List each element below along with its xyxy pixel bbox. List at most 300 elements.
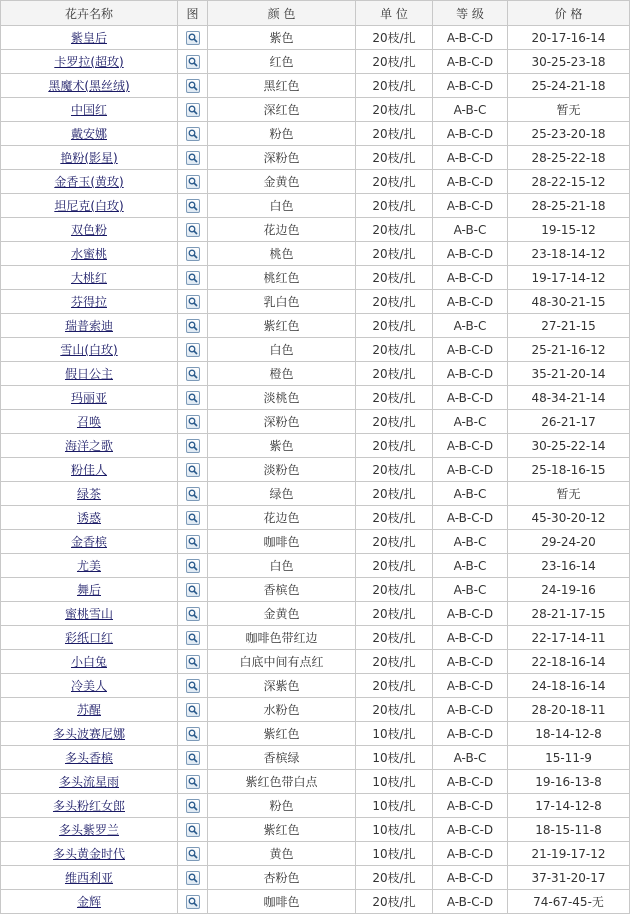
price-cell: 19-17-14-12 <box>508 266 630 290</box>
magnifier-icon[interactable] <box>186 751 200 765</box>
magnifier-icon[interactable] <box>186 151 200 165</box>
color-cell: 水粉色 <box>208 698 356 722</box>
color-cell: 紫色 <box>208 26 356 50</box>
grade-cell: A-B-C-D <box>433 26 508 50</box>
unit-cell: 20枝/扎 <box>356 890 433 914</box>
image-cell <box>178 506 208 530</box>
color-cell: 香槟绿 <box>208 746 356 770</box>
flower-name-link[interactable]: 艳粉(影星) <box>60 151 118 165</box>
table-row <box>1 122 630 146</box>
magnifier-icon[interactable] <box>186 247 200 261</box>
image-cell <box>178 770 208 794</box>
grade-cell: A-B-C-D <box>433 770 508 794</box>
color-cell: 深红色 <box>208 98 356 122</box>
magnifier-icon[interactable] <box>186 55 200 69</box>
grade-cell: A-B-C-D <box>433 674 508 698</box>
magnifier-icon[interactable] <box>186 727 200 741</box>
image-cell <box>178 602 208 626</box>
price-cell: 22-17-14-11 <box>508 626 630 650</box>
flower-name-cell <box>1 98 178 122</box>
color-cell: 绿色 <box>208 482 356 506</box>
header-unit: 单 位 <box>356 1 433 26</box>
flower-name-link[interactable]: 黑魔术(黑丝绒) <box>48 79 130 93</box>
magnifier-icon[interactable] <box>186 583 200 597</box>
table-row <box>1 458 630 482</box>
grade-cell: A-B-C-D <box>433 818 508 842</box>
image-cell <box>178 122 208 146</box>
unit-cell: 20枝/扎 <box>356 434 433 458</box>
unit-cell: 20枝/扎 <box>356 290 433 314</box>
image-cell <box>178 218 208 242</box>
price-cell: 22-18-16-14 <box>508 650 630 674</box>
price-cell: 29-24-20 <box>508 530 630 554</box>
magnifier-icon[interactable] <box>186 463 200 477</box>
magnifier-icon[interactable] <box>186 535 200 549</box>
table-row <box>1 650 630 674</box>
unit-cell: 20枝/扎 <box>356 194 433 218</box>
price-cell: 23-16-14 <box>508 554 630 578</box>
price-cell: 30-25-23-18 <box>508 50 630 74</box>
flower-name-cell <box>1 602 178 626</box>
unit-cell: 20枝/扎 <box>356 482 433 506</box>
table-row <box>1 338 630 362</box>
flower-name-cell <box>1 626 178 650</box>
color-cell: 红色 <box>208 50 356 74</box>
magnifier-icon[interactable] <box>186 655 200 669</box>
color-cell: 花边色 <box>208 218 356 242</box>
grade-cell: A-B-C-D <box>433 650 508 674</box>
flower-name-link[interactable]: 维西利亚 <box>64 871 113 885</box>
flower-name-cell <box>1 434 178 458</box>
grade-cell: A-B-C-D <box>433 722 508 746</box>
color-cell: 金黄色 <box>208 170 356 194</box>
magnifier-icon[interactable] <box>186 319 200 333</box>
flower-name-cell <box>1 266 178 290</box>
color-cell: 咖啡色 <box>208 890 356 914</box>
flower-name-link[interactable]: 海洋之歌 <box>64 439 113 453</box>
unit-cell: 20枝/扎 <box>356 698 433 722</box>
magnifier-icon[interactable] <box>186 79 200 93</box>
flower-name-link[interactable]: 坦尼克(白玫) <box>54 199 124 213</box>
flower-name-cell <box>1 866 178 890</box>
table-row <box>1 146 630 170</box>
grade-cell: A-B-C-D <box>433 194 508 218</box>
price-cell: 暂无 <box>508 98 630 122</box>
price-cell: 18-15-11-8 <box>508 818 630 842</box>
flower-name-link[interactable]: 双色粉 <box>70 223 107 237</box>
table-row <box>1 506 630 530</box>
price-cell: 28-25-21-18 <box>508 194 630 218</box>
table-row <box>1 698 630 722</box>
flower-name-cell <box>1 290 178 314</box>
color-cell: 淡粉色 <box>208 458 356 482</box>
flower-name-link[interactable]: 多头黄金时代 <box>52 847 125 861</box>
magnifier-icon[interactable] <box>186 271 200 285</box>
image-cell <box>178 890 208 914</box>
color-cell: 淡桃色 <box>208 386 356 410</box>
table-row <box>1 482 630 506</box>
unit-cell: 20枝/扎 <box>356 26 433 50</box>
color-cell: 白色 <box>208 194 356 218</box>
flower-name-cell <box>1 458 178 482</box>
image-cell <box>178 170 208 194</box>
image-cell <box>178 242 208 266</box>
table-row <box>1 434 630 458</box>
grade-cell: A-B-C-D <box>433 170 508 194</box>
flower-name-cell <box>1 242 178 266</box>
table-row <box>1 266 630 290</box>
unit-cell: 10枝/扎 <box>356 842 433 866</box>
flower-name-cell <box>1 818 178 842</box>
image-cell <box>178 26 208 50</box>
grade-cell: A-B-C-D <box>433 890 508 914</box>
flower-name-cell <box>1 650 178 674</box>
grade-cell: A-B-C-D <box>433 290 508 314</box>
color-cell: 花边色 <box>208 506 356 530</box>
table-row <box>1 74 630 98</box>
price-cell: 24-18-16-14 <box>508 674 630 698</box>
magnifier-icon[interactable] <box>186 511 200 525</box>
table-row <box>1 722 630 746</box>
unit-cell: 20枝/扎 <box>356 74 433 98</box>
flower-name-cell <box>1 50 178 74</box>
flower-name-link[interactable]: 假日公主 <box>64 367 113 381</box>
magnifier-icon[interactable] <box>186 199 200 213</box>
flower-name-cell <box>1 386 178 410</box>
price-cell: 74-67-45-无 <box>508 890 630 914</box>
grade-cell: A-B-C-D <box>433 434 508 458</box>
unit-cell: 20枝/扎 <box>356 410 433 434</box>
header-flower-name: 花卉名称 <box>1 1 178 26</box>
flower-name-link[interactable]: 彩纸口红 <box>64 631 113 645</box>
unit-cell: 20枝/扎 <box>356 674 433 698</box>
grade-cell: A-B-C-D <box>433 50 508 74</box>
image-cell <box>178 626 208 650</box>
price-cell: 27-21-15 <box>508 314 630 338</box>
flower-name-link[interactable]: 金香槟 <box>70 535 107 549</box>
price-cell: 28-25-22-18 <box>508 146 630 170</box>
grade-cell: A-B-C-D <box>433 602 508 626</box>
magnifier-icon[interactable] <box>186 487 200 501</box>
magnifier-icon[interactable] <box>186 391 200 405</box>
table-row <box>1 242 630 266</box>
magnifier-icon[interactable] <box>186 367 200 381</box>
color-cell: 深紫色 <box>208 674 356 698</box>
flower-name-cell <box>1 410 178 434</box>
grade-cell: A-B-C-D <box>433 626 508 650</box>
flower-name-link[interactable]: 雪山(白玫) <box>60 343 118 357</box>
grade-cell: A-B-C <box>433 314 508 338</box>
magnifier-icon[interactable] <box>186 799 200 813</box>
flower-name-cell <box>1 746 178 770</box>
color-cell: 金黄色 <box>208 602 356 626</box>
price-cell: 20-17-16-14 <box>508 26 630 50</box>
table-row <box>1 362 630 386</box>
price-cell: 25-24-21-18 <box>508 74 630 98</box>
price-cell: 21-19-17-12 <box>508 842 630 866</box>
grade-cell: A-B-C <box>433 218 508 242</box>
flower-name-cell <box>1 338 178 362</box>
grade-cell: A-B-C-D <box>433 338 508 362</box>
unit-cell: 10枝/扎 <box>356 722 433 746</box>
image-cell <box>178 674 208 698</box>
unit-cell: 20枝/扎 <box>356 338 433 362</box>
magnifier-icon[interactable] <box>186 127 200 141</box>
price-cell: 48-30-21-15 <box>508 290 630 314</box>
magnifier-icon[interactable] <box>186 439 200 453</box>
price-cell: 28-20-18-11 <box>508 698 630 722</box>
grade-cell: A-B-C <box>433 578 508 602</box>
flower-name-link[interactable]: 多头香槟 <box>64 751 113 765</box>
table-body <box>1 26 630 914</box>
magnifier-icon[interactable] <box>186 559 200 573</box>
flower-name-cell <box>1 26 178 50</box>
flower-name-link[interactable]: 多头波赛尼娜 <box>52 727 125 741</box>
grade-cell: A-B-C-D <box>433 866 508 890</box>
table-row <box>1 842 630 866</box>
unit-cell: 20枝/扎 <box>356 170 433 194</box>
flower-name-cell <box>1 770 178 794</box>
unit-cell: 20枝/扎 <box>356 554 433 578</box>
magnifier-icon[interactable] <box>186 607 200 621</box>
flower-name-link[interactable]: 卡罗拉(超玫) <box>54 55 124 69</box>
unit-cell: 20枝/扎 <box>356 362 433 386</box>
magnifier-icon[interactable] <box>186 775 200 789</box>
flower-name-cell <box>1 218 178 242</box>
color-cell: 乳白色 <box>208 290 356 314</box>
color-cell: 紫红色带白点 <box>208 770 356 794</box>
unit-cell: 20枝/扎 <box>356 98 433 122</box>
flower-name-link[interactable]: 粉佳人 <box>70 463 107 477</box>
flower-name-link[interactable]: 瑞普索迪 <box>64 319 113 333</box>
magnifier-icon[interactable] <box>186 847 200 861</box>
flower-name-link[interactable]: 小白兔 <box>70 655 107 669</box>
flower-name-link[interactable]: 紫皇后 <box>70 31 107 45</box>
color-cell: 白底中间有点红 <box>208 650 356 674</box>
grade-cell: A-B-C-D <box>433 794 508 818</box>
grade-cell: A-B-C-D <box>433 242 508 266</box>
magnifier-icon[interactable] <box>186 631 200 645</box>
flower-name-cell <box>1 842 178 866</box>
image-cell <box>178 842 208 866</box>
image-cell <box>178 698 208 722</box>
price-cell: 17-14-12-8 <box>508 794 630 818</box>
unit-cell: 20枝/扎 <box>356 578 433 602</box>
flower-name-link[interactable]: 诱惑 <box>76 511 101 525</box>
grade-cell: A-B-C-D <box>433 146 508 170</box>
color-cell: 深粉色 <box>208 146 356 170</box>
grade-cell: A-B-C-D <box>433 842 508 866</box>
color-cell: 咖啡色带红边 <box>208 626 356 650</box>
grade-cell: A-B-C-D <box>433 506 508 530</box>
grade-cell: A-B-C <box>433 98 508 122</box>
header-color: 颜 色 <box>208 1 356 26</box>
image-cell <box>178 578 208 602</box>
color-cell: 紫红色 <box>208 818 356 842</box>
unit-cell: 20枝/扎 <box>356 458 433 482</box>
grade-cell: A-B-C <box>433 410 508 434</box>
unit-cell: 10枝/扎 <box>356 770 433 794</box>
flower-name-link[interactable]: 多头紫罗兰 <box>58 823 119 837</box>
flower-name-link[interactable]: 蜜桃雪山 <box>64 607 113 621</box>
color-cell: 粉色 <box>208 122 356 146</box>
color-cell: 桃色 <box>208 242 356 266</box>
color-cell: 黑红色 <box>208 74 356 98</box>
magnifier-icon[interactable] <box>186 679 200 693</box>
image-cell <box>178 290 208 314</box>
unit-cell: 20枝/扎 <box>356 530 433 554</box>
unit-cell: 10枝/扎 <box>356 746 433 770</box>
flower-name-cell <box>1 314 178 338</box>
image-cell <box>178 386 208 410</box>
flower-name-cell <box>1 722 178 746</box>
image-cell <box>178 194 208 218</box>
magnifier-icon[interactable] <box>186 895 200 909</box>
flower-name-link[interactable]: 玛丽亚 <box>70 391 107 405</box>
price-cell: 19-15-12 <box>508 218 630 242</box>
table-row <box>1 674 630 698</box>
price-cell: 48-34-21-14 <box>508 386 630 410</box>
flower-name-cell <box>1 122 178 146</box>
price-cell: 18-14-12-8 <box>508 722 630 746</box>
header-grade: 等 级 <box>433 1 508 26</box>
image-cell <box>178 794 208 818</box>
flower-name-cell <box>1 578 178 602</box>
unit-cell: 20枝/扎 <box>356 386 433 410</box>
flower-name-link[interactable]: 芬得拉 <box>70 295 107 309</box>
flower-name-cell <box>1 74 178 98</box>
image-cell <box>178 266 208 290</box>
price-cell: 45-30-20-12 <box>508 506 630 530</box>
price-cell: 28-21-17-15 <box>508 602 630 626</box>
flower-name-cell <box>1 194 178 218</box>
grade-cell: A-B-C-D <box>433 458 508 482</box>
unit-cell: 20枝/扎 <box>356 242 433 266</box>
unit-cell: 20枝/扎 <box>356 650 433 674</box>
table-row <box>1 746 630 770</box>
image-cell <box>178 866 208 890</box>
price-cell: 19-16-13-8 <box>508 770 630 794</box>
flower-name-link[interactable]: 中国红 <box>70 103 107 117</box>
unit-cell: 20枝/扎 <box>356 146 433 170</box>
flower-name-cell <box>1 674 178 698</box>
flower-name-link[interactable]: 召唤 <box>76 415 101 429</box>
magnifier-icon[interactable] <box>186 703 200 717</box>
image-cell <box>178 554 208 578</box>
price-cell: 30-25-22-14 <box>508 434 630 458</box>
flower-name-link[interactable]: 绿茶 <box>76 487 101 501</box>
unit-cell: 20枝/扎 <box>356 218 433 242</box>
color-cell: 橙色 <box>208 362 356 386</box>
image-cell <box>178 98 208 122</box>
table-row <box>1 218 630 242</box>
color-cell: 紫红色 <box>208 314 356 338</box>
table-header-row <box>1 1 630 26</box>
flower-name-cell <box>1 506 178 530</box>
table-row <box>1 50 630 74</box>
magnifier-icon[interactable] <box>186 103 200 117</box>
flower-name-link[interactable]: 冷美人 <box>70 679 107 693</box>
price-cell: 25-18-16-15 <box>508 458 630 482</box>
table-row <box>1 410 630 434</box>
color-cell: 香槟色 <box>208 578 356 602</box>
table-row <box>1 386 630 410</box>
price-cell: 26-21-17 <box>508 410 630 434</box>
color-cell: 白色 <box>208 338 356 362</box>
table-row <box>1 290 630 314</box>
grade-cell: A-B-C-D <box>433 122 508 146</box>
color-cell: 杏粉色 <box>208 866 356 890</box>
flower-name-cell <box>1 146 178 170</box>
magnifier-icon[interactable] <box>186 175 200 189</box>
table-row <box>1 602 630 626</box>
unit-cell: 20枝/扎 <box>356 50 433 74</box>
image-cell <box>178 410 208 434</box>
flower-name-link[interactable]: 尤美 <box>76 559 101 573</box>
image-cell <box>178 650 208 674</box>
table-row <box>1 890 630 914</box>
unit-cell: 20枝/扎 <box>356 602 433 626</box>
flower-name-cell <box>1 530 178 554</box>
flower-name-link[interactable]: 戴安娜 <box>70 127 107 141</box>
unit-cell: 20枝/扎 <box>356 122 433 146</box>
table-row <box>1 770 630 794</box>
flower-name-cell <box>1 170 178 194</box>
grade-cell: A-B-C <box>433 554 508 578</box>
magnifier-icon[interactable] <box>186 295 200 309</box>
unit-cell: 20枝/扎 <box>356 506 433 530</box>
flower-name-cell <box>1 482 178 506</box>
magnifier-icon[interactable] <box>186 823 200 837</box>
flower-name-cell <box>1 698 178 722</box>
magnifier-icon[interactable] <box>186 871 200 885</box>
flower-name-link[interactable]: 金辉 <box>76 895 101 909</box>
image-cell <box>178 50 208 74</box>
flower-name-link[interactable]: 多头流星雨 <box>58 775 119 789</box>
magnifier-icon[interactable] <box>186 415 200 429</box>
header-price: 价 格 <box>508 1 630 26</box>
unit-cell: 10枝/扎 <box>356 818 433 842</box>
table-row <box>1 554 630 578</box>
unit-cell: 20枝/扎 <box>356 866 433 890</box>
magnifier-icon[interactable] <box>186 343 200 357</box>
table-row <box>1 818 630 842</box>
grade-cell: A-B-C-D <box>433 362 508 386</box>
unit-cell: 20枝/扎 <box>356 266 433 290</box>
flower-name-link[interactable]: 水蜜桃 <box>70 247 107 261</box>
magnifier-icon[interactable] <box>186 223 200 237</box>
grade-cell: A-B-C-D <box>433 74 508 98</box>
image-cell <box>178 722 208 746</box>
grade-cell: A-B-C <box>433 482 508 506</box>
image-cell <box>178 146 208 170</box>
unit-cell: 20枝/扎 <box>356 314 433 338</box>
magnifier-icon[interactable] <box>186 31 200 45</box>
flower-name-cell <box>1 794 178 818</box>
flower-name-link[interactable]: 金香玉(黄玫) <box>54 175 124 189</box>
image-cell <box>178 746 208 770</box>
grade-cell: A-B-C-D <box>433 698 508 722</box>
grade-cell: A-B-C-D <box>433 266 508 290</box>
flower-name-link[interactable]: 舞后 <box>76 583 101 597</box>
unit-cell: 10枝/扎 <box>356 794 433 818</box>
flower-name-link[interactable]: 多头粉红女郎 <box>52 799 125 813</box>
flower-name-link[interactable]: 大桃红 <box>70 271 107 285</box>
grade-cell: A-B-C <box>433 530 508 554</box>
table-row <box>1 314 630 338</box>
flower-name-link[interactable]: 苏醒 <box>76 703 101 717</box>
price-cell: 23-18-14-12 <box>508 242 630 266</box>
